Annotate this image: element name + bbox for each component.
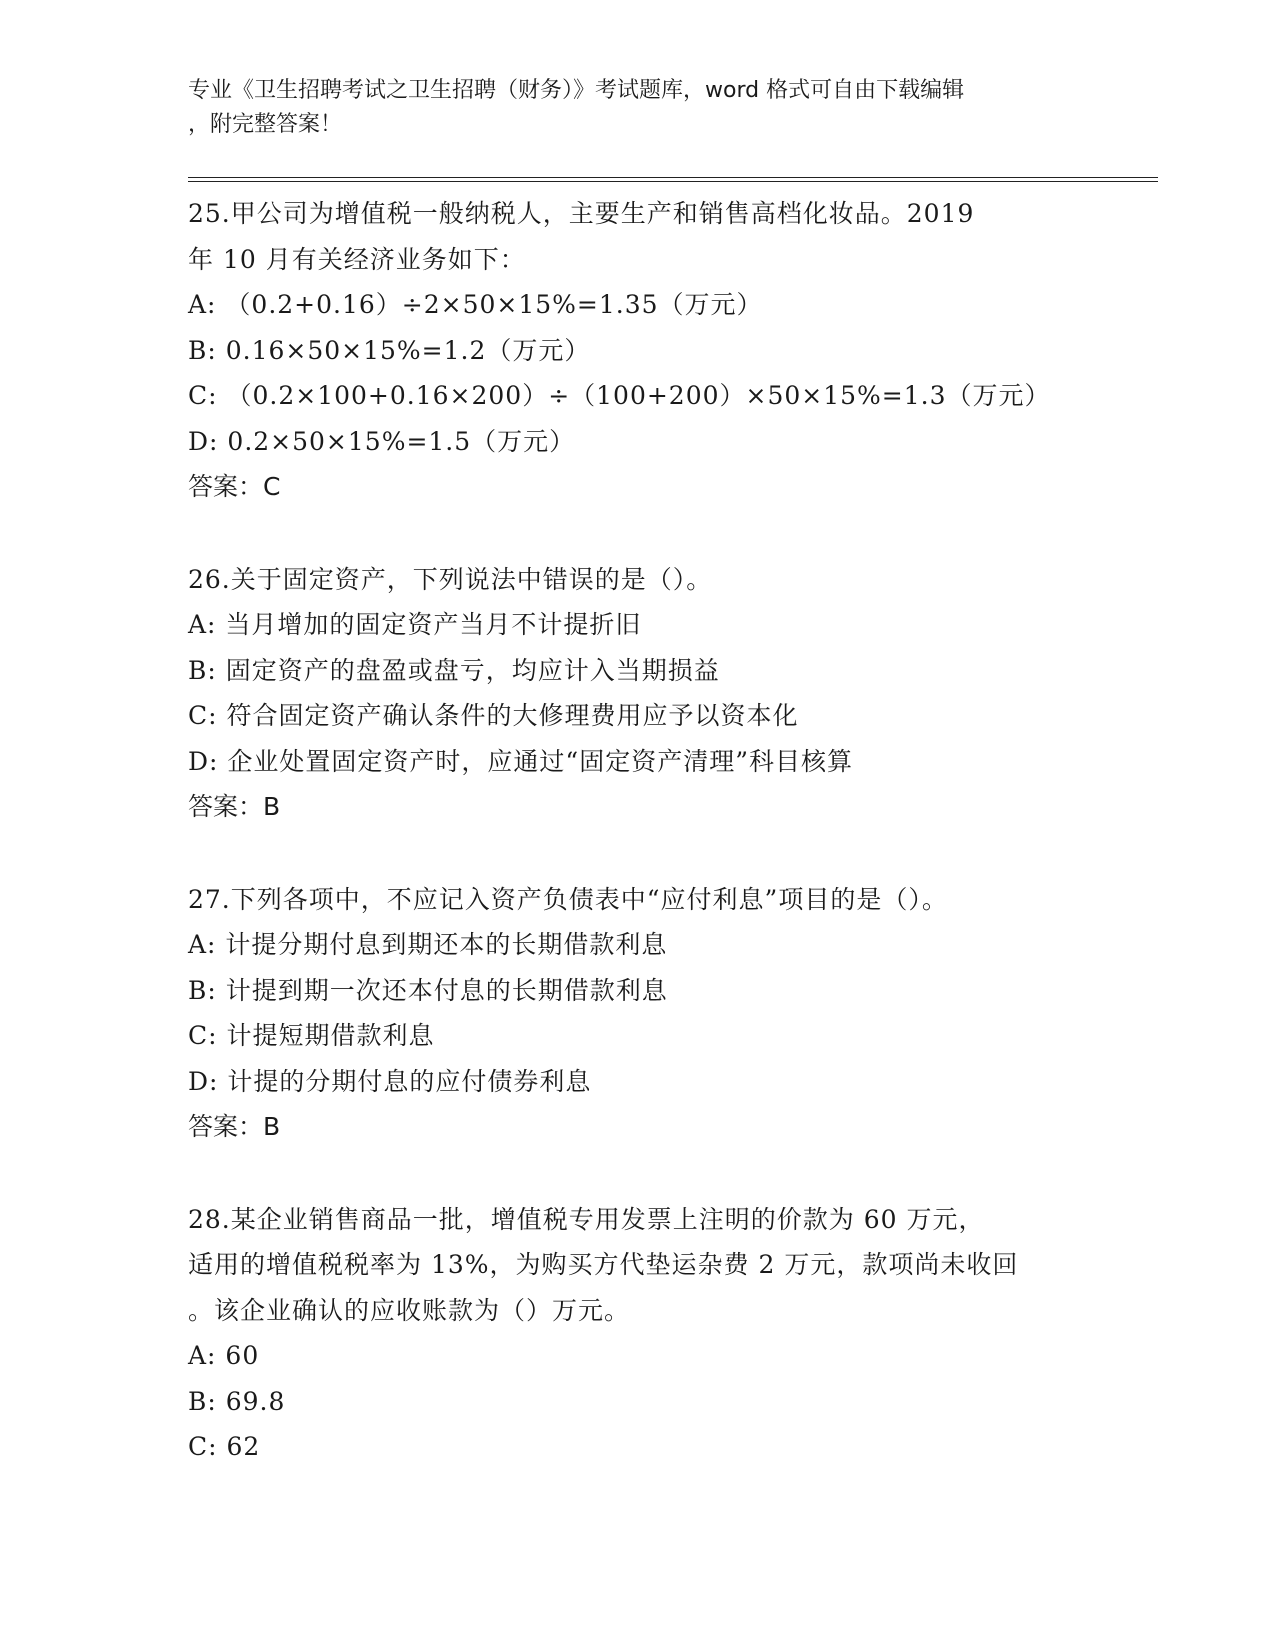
option-b: B: 固定资产的盘盈或盘亏，均应计入当期损益 [188,655,720,685]
question-list [188,191,1148,1470]
option-b: B: 69.8 [188,1386,286,1416]
option-a: A: （0.2+0.16）÷2×50×15%=1.35（万元） [188,290,763,319]
question-27 [188,877,1148,1150]
answer-key: 答案：B [188,1112,281,1141]
option-d: D: 企业处置固定资产时，应通过“固定资产清理”科目核算 [188,746,853,776]
option-c: C: （0.2×100+0.16×200）÷（100+200）×50×15%=1.3（万元） [188,381,1051,410]
question-stem-line: 28.某企业销售商品一批，增值税专用发票上注明的价款为 60 万元， [188,1204,985,1234]
option-b: B: 0.16×50×15%=1.2（万元） [188,335,591,365]
question-28 [188,1197,1148,1470]
header-line-1: 专业《卫生招聘考试之卫生招聘（财务）》考试题库，word 格式可自由下载编辑 [188,78,965,103]
header-line-2: ，附完整答案！ [188,112,343,137]
answer-key: 答案：B [188,792,281,821]
answer-key: 答案：C [188,472,281,501]
header-divider-bottom [188,181,1158,182]
question-stem-line: 适用的增值税税率为 13%，为购买方代垫运杂费 2 万元，款项尚未收回 [188,1250,1019,1279]
question-stem-line: 年 10 月有关经济业务如下： [188,244,526,274]
question-stem-line: 26.关于固定资产，下列说法中错误的是（）。 [188,564,713,594]
document-header [188,74,1088,142]
option-a: A: 60 [188,1341,260,1370]
header-divider-top [188,177,1158,178]
option-c: C: 计提短期借款利息 [188,1021,435,1050]
option-c: C: 符合固定资产确认条件的大修理费用应予以资本化 [188,701,799,730]
option-b: B: 计提到期一次还本付息的长期借款利息 [188,975,668,1005]
question-stem-line: 27.下列各项中，不应记入资产负债表中“应付利息”项目的是（）。 [188,884,948,914]
option-c: C: 62 [188,1432,261,1461]
option-a: A: 当月增加的固定资产当月不计提折旧 [188,610,642,639]
question-26 [188,557,1148,830]
question-stem-line: 。该企业确认的应收账款为（）万元。 [188,1295,631,1325]
option-d: D: 0.2×50×15%=1.5（万元） [188,426,576,456]
option-a: A: 计提分期付息到期还本的长期借款利息 [188,930,668,959]
option-d: D: 计提的分期付息的应付债券利息 [188,1066,592,1096]
question-25 [188,191,1148,510]
question-stem-line: 25.甲公司为增值税一般纳税人，主要生产和销售高档化妆品。2019 [188,199,975,228]
